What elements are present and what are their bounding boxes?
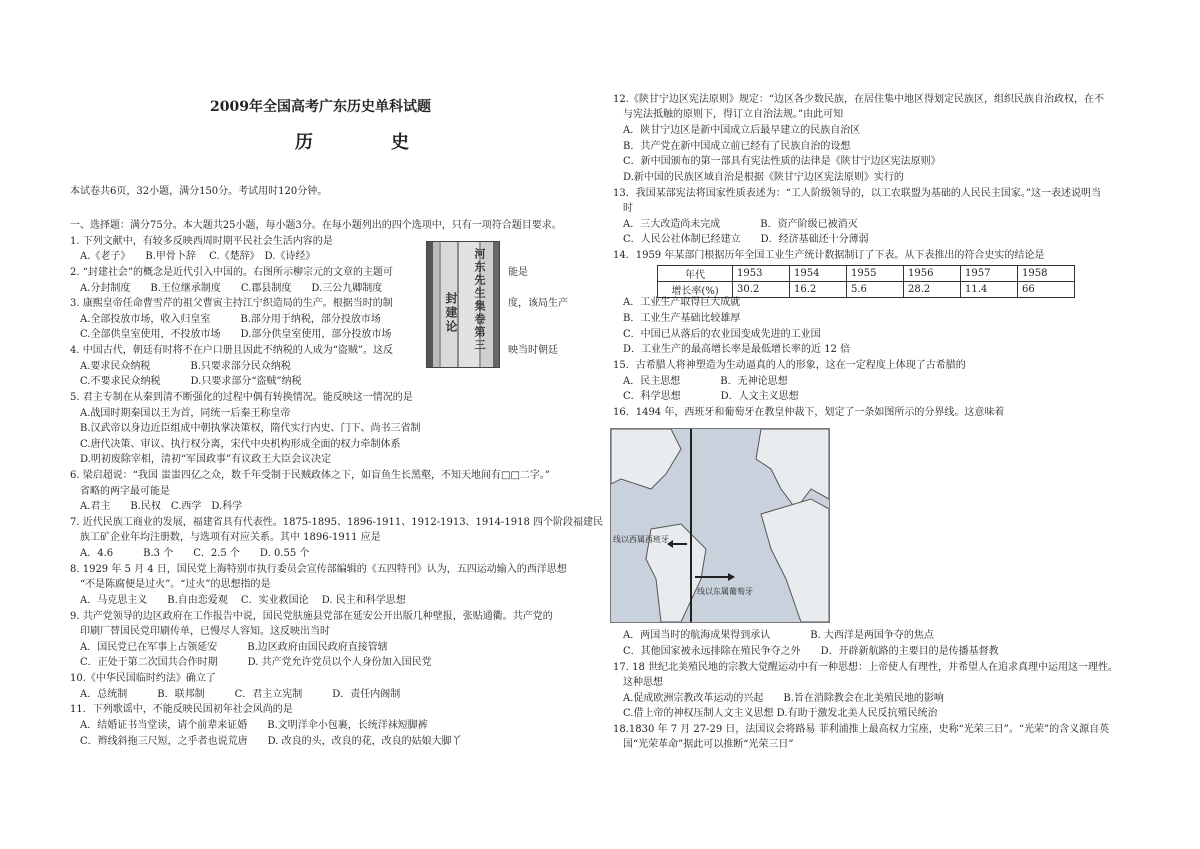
question-line: 15．古希腊人将神塑造为生动逼真的人的形象，这在一定程度上体现了古希腊的 <box>613 360 966 371</box>
question-line: 11．下列歌谣中，不能反映民国初年社会风尚的是 <box>70 704 293 715</box>
demarcation-line-map <box>610 428 830 623</box>
question-line: D．工业生产的最高增长率是最低增长率的近 12 倍 <box>613 344 851 355</box>
table-cell: 1954 <box>790 266 847 282</box>
question-line: B．工业生产基础比较雄厚 <box>613 313 741 324</box>
question-line: B．共产党在新中国成立前已经有了民族自治的设想 <box>613 141 851 152</box>
question-line: C．辫线斜拖三尺短，之乎者也说荒唐 D. 改良的头，改良的花，改良的姑娘大脚丫 <box>70 736 462 747</box>
question-line-continuation: 能是 <box>508 267 528 278</box>
question-line: 3. 康熙皇帝任命曹雪芹的祖父曹寅主持江宁织造局的生产。根据当时的制 <box>70 298 393 309</box>
question-line: A．三大改造尚未完成 B．资产阶级已被消灭 <box>613 219 858 230</box>
question-line: C.唐代决策、审议、执行权分离，宋代中央机构形成全面的权力牵制体系 <box>70 439 401 450</box>
question-line: A.战国时期秦国以王为首，同统一后秦王称皇帝 <box>70 408 291 419</box>
question-line: 1. 下列文献中，有较多反映西周时期平民社会生活内容的是 <box>70 236 333 247</box>
question-line: 9. 共产党领导的边区政府在工作报告中说，国民党肤施县党部在延安公开出版几种壁报，张贴通衢。共产党的 <box>70 611 553 622</box>
table-cell: 1953 <box>733 266 790 282</box>
question-line: A.要求民众纳税 B.只要求部分民众纳税 <box>70 361 291 372</box>
question-line: 16．1494 年，西班牙和葡萄牙在教皇仲裁下，划定了一条如图所示的分界线。这意味着 <box>613 407 1005 418</box>
question-line: B.汉武帝以身边近臣组成中朝执掌决策权，隋代实行内史、门下、尚书三省制 <box>70 423 421 434</box>
table-cell: 11.4 <box>961 282 1018 298</box>
question-line: 印刷厂替国民党印刷传单，已慢尽人容知。这反映出当时 <box>70 626 330 637</box>
question-line: 与宪法抵触的原则下，得订立自治法规。”由此可知 <box>613 109 844 120</box>
question-line: C.全部供皇室使用，不投放市场 D.部分供皇室使用，部分投放市场 <box>70 329 392 340</box>
question-line: A．4.6 B.3 个 C．2.5 个 D. 0.55 个 <box>70 548 310 559</box>
table-cell: 1957 <box>961 266 1018 282</box>
question-line: 5. 君主专制在从秦到清不断强化的过程中偶有转换情况。能反映这一情况的是 <box>70 392 413 403</box>
table-cell: 1958 <box>1018 266 1075 282</box>
question-line: C．正处于第二次国共合作时期 D. 共产党允许党员以个人身份加入国民党 <box>70 657 432 668</box>
table-header-cell: 增长率(%) <box>658 282 733 298</box>
question-line: “不是陈腐便是过火”。“过火”的思想指的是 <box>70 579 271 590</box>
question-line: C．科学思想 D．人文主义思想 <box>613 391 799 402</box>
question-line-continuation: 度，该局生产 <box>508 298 568 309</box>
question-line: 省略的两字最可能是 <box>70 486 170 497</box>
question-line: C．中国已从落后的农业国变成先进的工业国 <box>613 329 821 340</box>
question-line-continuation: 映当时朝廷 <box>508 345 558 356</box>
growth-rate-table <box>657 265 1075 298</box>
exam-intro: 本试卷共6页，32小题，满分150分。考试用时120分钟。 <box>70 186 328 197</box>
table-cell: 1956 <box>904 266 961 282</box>
photo-caption-main: 河东先生集卷第三 <box>473 248 486 352</box>
question-line: A.君主 B.民权 C.西学 D.科学 <box>70 501 243 512</box>
question-line: 时 <box>613 203 633 214</box>
question-line: 国“光荣革命”据此可以推断“光荣三日” <box>613 739 794 750</box>
question-line: C．其他国家被永远排除在殖民争夺之外 D．开辟新航路的主要目的是传播基督教 <box>613 646 999 657</box>
africa-shape <box>761 499 829 622</box>
question-line: A.促成欧洲宗教改革运动的兴起 B.旨在消除教会在北美殖民地的影响 <box>613 693 944 704</box>
table-header-cell: 年代 <box>658 266 733 282</box>
question-line: 10.《中华民国临时约法》确立了 <box>70 673 216 684</box>
question-line: C．新中国颁布的第一部具有宪法性质的法律是《陕甘宁边区宪法原则》 <box>613 156 941 167</box>
question-line: 族工矿企业年均注册数，与选项有对应关系。其中 1896-1911 应是 <box>70 532 381 543</box>
subject-heading: 历 史 <box>295 132 439 153</box>
table-cell: 28.2 <box>904 282 961 298</box>
question-line: 17. 18 世纪北美殖民地的宗教大觉醒运动中有一种思想：上帝使人有理性，并希望人在追求真理中运用这一理性。 <box>613 662 1118 673</box>
question-line: A.全部投放市场，收入归皇室 B.部分用于纳税，部分投放市场 <box>70 314 381 325</box>
question-line: A.分封制度 B.王位继承制度 C.郡县制度 D.三公九卿制度 <box>70 283 383 294</box>
question-line: A．两国当时的航海成果得到承认 B. 大西洋是两国争夺的焦点 <box>613 630 934 641</box>
europe-shape <box>756 429 829 509</box>
question-line: A.《老子》 B.甲骨卜辞 C.《楚辞》 D.《诗经》 <box>70 251 316 262</box>
question-line: 7. 近代民族工商业的发展，福建省具有代表性。1875-1895、1896-1911、1912-1913、1914-1918 四个阶段福建民 <box>70 517 604 528</box>
table-cell: 16.2 <box>790 282 847 298</box>
document-photo <box>426 241 500 368</box>
map-label-west: 线以西属西班牙 <box>613 535 669 544</box>
question-line: A．结婚证书当堂读，请个前辈来证婚 B.文明洋伞小包裹，长统洋袜短脚裤 <box>70 720 428 731</box>
question-line: 6. 梁启超说：“我国 蚩蚩四亿之众，数千年受制于民贼政体之下，如盲鱼生长黑壑，不知天地间有□□二字。” <box>70 470 551 481</box>
question-line: A．国民党已在军事上占领延安 B.边区政府由国民政府直接管辖 <box>70 642 388 653</box>
question-line: A．马克思主义 B.自由恋爱观 C．实业救国论 D. 民主和科学思想 <box>70 595 406 606</box>
table-cell: 1955 <box>847 266 904 282</box>
table-cell: 66 <box>1018 282 1075 298</box>
photo-caption-title: 封建论 <box>444 292 458 334</box>
question-line: A．民主思想 B．无神论思想 <box>613 376 788 387</box>
table-row <box>658 266 1075 282</box>
question-line: C.不要求民众纳税 D.只要求部分“盗贼”纳税 <box>70 376 302 387</box>
question-line: D.新中国的民族区域自治是根据《陕甘宁边区宪法原则》实行的 <box>613 172 904 183</box>
page-title: 2009年全国高考广东历史单科试题 <box>210 99 431 115</box>
question-line: A．陕甘宁边区是新中国成立后最早建立的民族自治区 <box>613 125 861 136</box>
question-line: C.借上帝的神权压制人文主义思想 D.有助于激发北美人民反抗殖民统治 <box>613 708 938 719</box>
table-cell: 5.6 <box>847 282 904 298</box>
question-line: A．总统制 B．联邦制 C．君主立宪制 D．责任内阁制 <box>70 689 401 700</box>
table-cell: 30.2 <box>733 282 790 298</box>
question-line: 这种思想 <box>613 677 663 688</box>
east-arrowhead <box>728 573 735 581</box>
question-line: A．工业生产取得巨大成就 <box>613 297 741 308</box>
question-line: 4. 中国古代，朝廷有时将不在户口册且因此不纳税的人成为“盗贼”。这反 <box>70 345 393 356</box>
map-label-east: 线以东属葡萄牙 <box>697 587 753 596</box>
question-line: 13．我国某部宪法将国家性质表述为：“工人阶级领导的，以工农联盟为基础的人民民主国家。”这一表述说明当 <box>613 188 1101 199</box>
question-line: D.明初废除宰相，清初“军国政事”有议政王大臣会议决定 <box>70 454 332 465</box>
north-america-shape <box>611 429 681 489</box>
question-line: 8. 1929 年 5 月 4 日，国民党上海特别市执行委员会宣传部编辑的《五四特刊》认为，五四运动输入的西洋思想 <box>70 564 567 575</box>
question-line: 12.《陕甘宁边区宪法原则》规定：“边区各少数民族，在居住集中地区得划定民族区，组织民族自治政权，在不 <box>613 94 1105 105</box>
section-heading: 一、选择题：满分75分。本大题共25小题，每小题3分。在每小题列出的四个选项中，只有一项符合题目要求。 <box>70 220 562 231</box>
question-line: 14．1959 年某部门根据历年全国工业生产统计数据制订了下表。从下表推出的符合史实的结论是 <box>613 250 1045 261</box>
question-line: 18.1830 年 7 月 27-29 日，法国议会将路易 菲利浦推上最高权力宝座，史称“光荣三日”。“光荣”的含义源自英 <box>613 724 1110 735</box>
question-line: C．人民公社体制已经建立 D．经济基础还十分薄弱 <box>613 234 869 245</box>
question-line: 2. “封建社会”的概念是近代引入中国的。右图所示柳宗元的文章的主题可 <box>70 267 393 278</box>
